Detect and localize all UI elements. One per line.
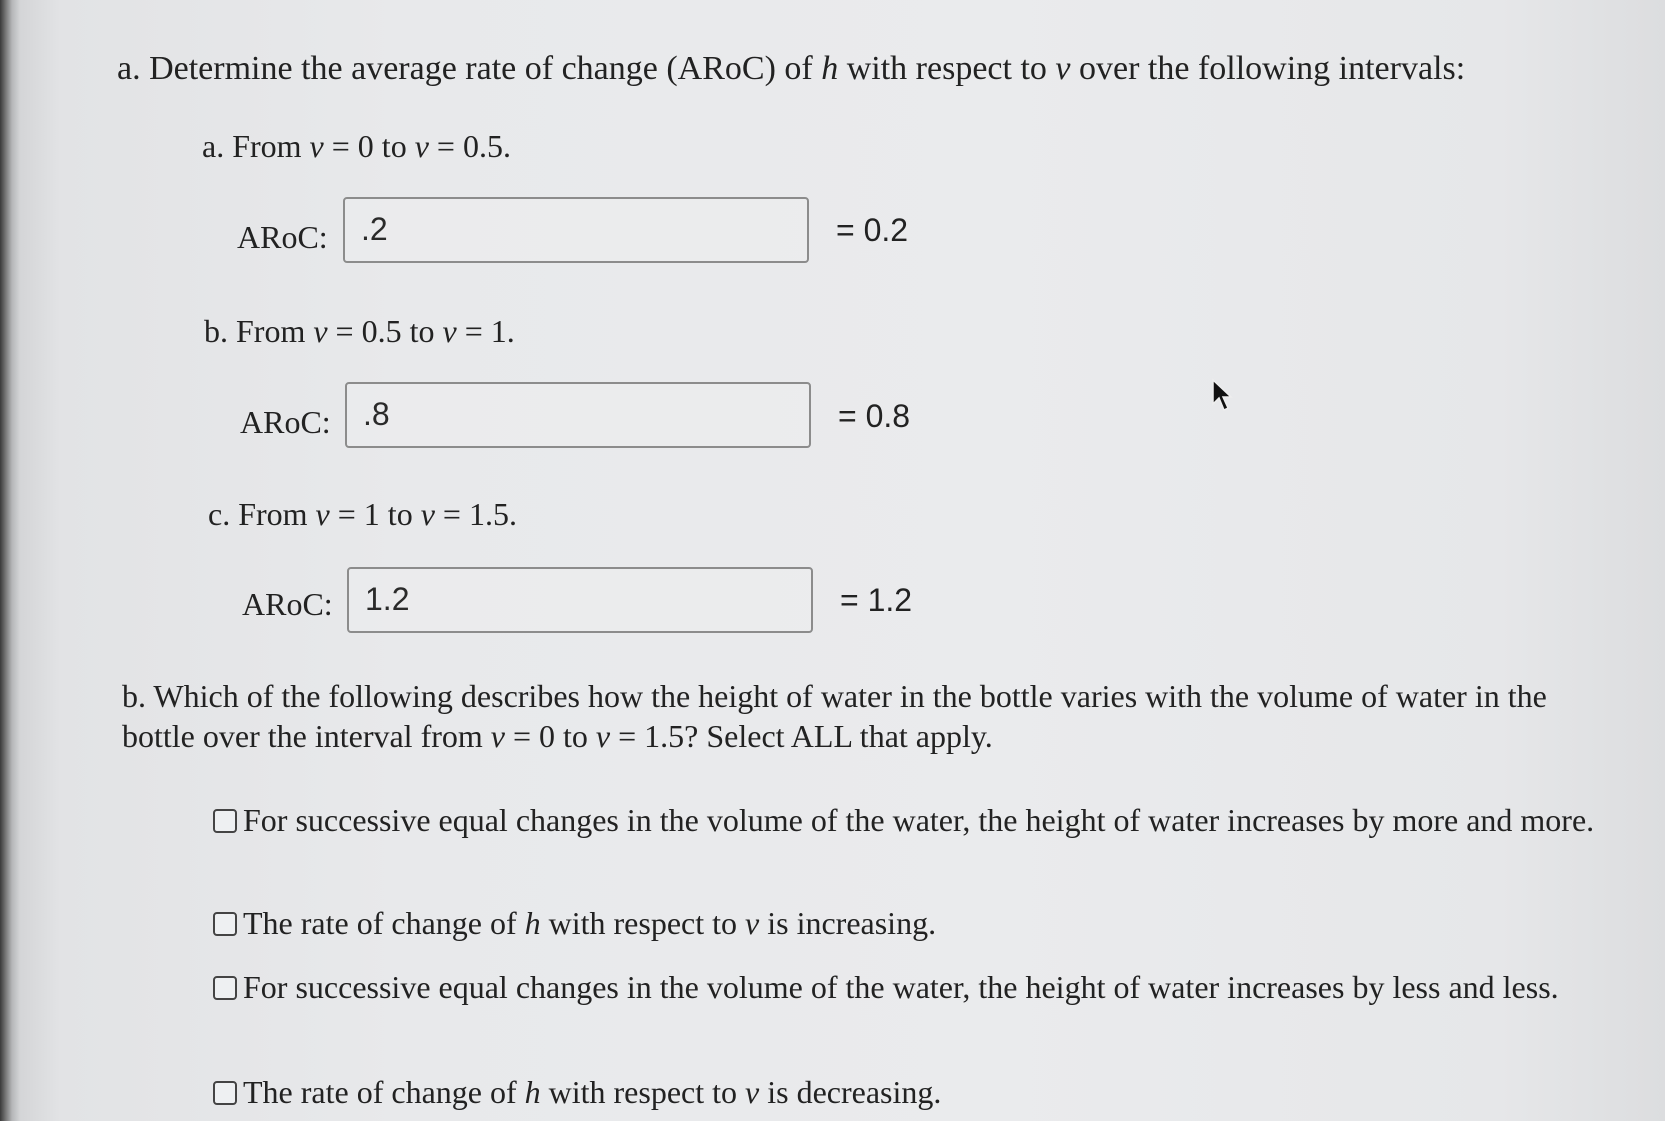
part-b-aroc-value: .8	[363, 396, 390, 432]
part-a-aroc-input[interactable]	[343, 197, 809, 263]
mouse-pointer-icon	[1210, 378, 1236, 419]
question-b-prompt: b. Which of the following describes how the height of water in the bottle varies with the volume of water in the bottle over the interval from v = 0 to v = 1.5? Select ALL that apply.	[122, 678, 1547, 754]
question-a-prompt: a. Determine the average rate of change (ARoC) of h with respect to v over the following intervals:	[117, 50, 1466, 87]
part-c-aroc-value: 1.2	[365, 581, 410, 617]
part-b-result: = 0.8	[838, 398, 911, 434]
part-c-aroc-input[interactable]	[347, 567, 813, 633]
checkbox-unchecked-icon[interactable]	[213, 809, 237, 833]
part-b-aroc-label: ARoC:	[240, 404, 331, 440]
option-increases-less-and-less[interactable]: For successive equal changes in the volume of the water, the height of water increases by less and less.	[213, 967, 1603, 1007]
option-increases-more-and-more[interactable]: For successive equal changes in the volume of the water, the height of water increases by more and more.	[213, 800, 1603, 840]
part-a-aroc-value: .2	[361, 211, 388, 247]
checkbox-unchecked-icon[interactable]	[213, 1081, 237, 1105]
option-rate-increasing[interactable]: The rate of change of h with respect to v is increasing.	[213, 903, 1603, 943]
part-a-aroc-label: ARoC:	[237, 219, 328, 255]
part-a-label: a. From v = 0 to v = 0.5.	[202, 128, 511, 164]
checkbox-unchecked-icon[interactable]	[213, 912, 237, 936]
mouse-pointer-svg	[1210, 378, 1236, 414]
option-rate-decreasing[interactable]: The rate of change of h with respect to v is decreasing.	[213, 1072, 1603, 1112]
part-c-label: c. From v = 1 to v = 1.5.	[208, 496, 517, 532]
part-b-aroc-input[interactable]	[345, 382, 811, 448]
checkbox-unchecked-icon[interactable]	[213, 976, 237, 1000]
part-a-result: = 0.2	[836, 212, 909, 248]
part-c-result: = 1.2	[840, 582, 913, 618]
part-c-aroc-label: ARoC:	[242, 586, 333, 622]
part-b-label: b. From v = 0.5 to v = 1.	[204, 313, 515, 349]
